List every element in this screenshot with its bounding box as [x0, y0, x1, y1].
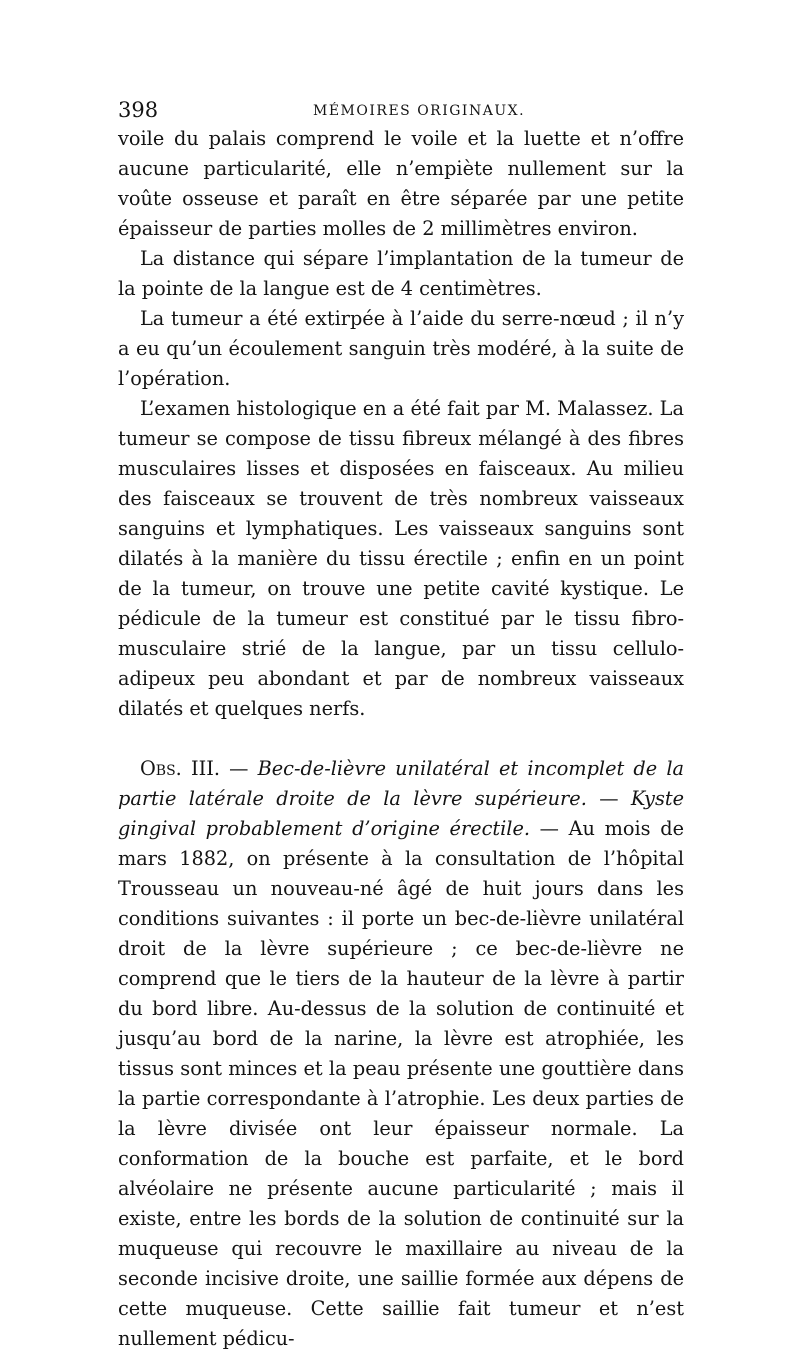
observation-dash-3: — — [530, 817, 569, 840]
observation-text: Au mois de mars 1882, on présente à la consultation de l’hôpital Trousseau un nouveau-né âgé de huit jours dans les conditions suivantes : il porte un bec-de-lièvre unilatéral droit de la lèvre supérieure ; ce bec-de-lièvre ne comprend que le tiers de la hauteur de la lèvre à partir du bord libre. Au-dessus de la solution de continuité et jusqu’au bord de la narine, la lèvre est atrophiée, les tissus sont minces et la peau présente une gouttière dans la partie correspondante à l’atrophie. Les deux parties de la lèvre divisée ont leur épaisseur normale. La conformation de la bouche est parfaite, et le bord alvéolaire ne présente aucune particularité ; mais il existe, entre les bords de la solution de continuité sur la muqueuse qui recouvre le maxillaire au niveau de la seconde incisive droite, une saillie formée aux dépens de cette muqueuse. Cette saillie fait tumeur et n’est nullement pédicu- — [118, 817, 684, 1350]
observation-label: Obs. III. — [140, 757, 220, 780]
paragraph-histology: L’examen histologique en a été fait par M. Malassez. La tumeur se compose de tissu fibreux mélangé à des fibres musculaires lisses et disposées en faisceaux. Au milieu des faisceaux se trouvent de très nombreux vaisseaux sanguins et lymphatiques. Les vaisseaux sanguins sont dilatés à la manière du tissu érectile ; enfin en un point de la tumeur, on trouve une petite cavité kystique. Le pédicule de la tumeur est constitué par le tissu fibro-musculaire strié de la langue, par un tissu cellulo-adipeux peu abondant et par de nombreux vaisseaux dilatés et quelques nerfs. — [118, 397, 684, 720]
observation-subtitle: Kyste gingival probablement d’origine érectile. — [118, 787, 684, 840]
page-number: 398 — [118, 98, 159, 122]
paragraph-distance: La distance qui sépare l’implantation de la tumeur de la pointe de la langue est de 4 centimètres. — [118, 247, 684, 300]
observation-dash-2: — — [586, 787, 631, 810]
page-header — [118, 96, 690, 124]
observation-paragraph — [118, 754, 684, 1354]
body-text — [118, 124, 684, 1354]
running-head: MÉMOIRES ORIGINAUX. — [313, 103, 526, 119]
observation-dash-1: — — [219, 757, 258, 780]
section-gap — [118, 724, 684, 754]
paragraph-extirpation: La tumeur a été extirpée à l’aide du serre-nœud ; il n’y a eu qu’un écoulement sanguin très modéré, à la suite de l’opération. — [118, 307, 684, 390]
observation-title: Bec-de-lièvre unilatéral et incomplet de la partie latérale droite de la lèvre supérieure. — [118, 757, 684, 810]
paragraph-continuation: voile du palais comprend le voile et la luette et n’offre aucune particularité, elle n’empiète nullement sur la voûte osseuse et paraît en être séparée par une petite épaisseur de parties molles de 2 millimètres environ. — [118, 127, 684, 240]
